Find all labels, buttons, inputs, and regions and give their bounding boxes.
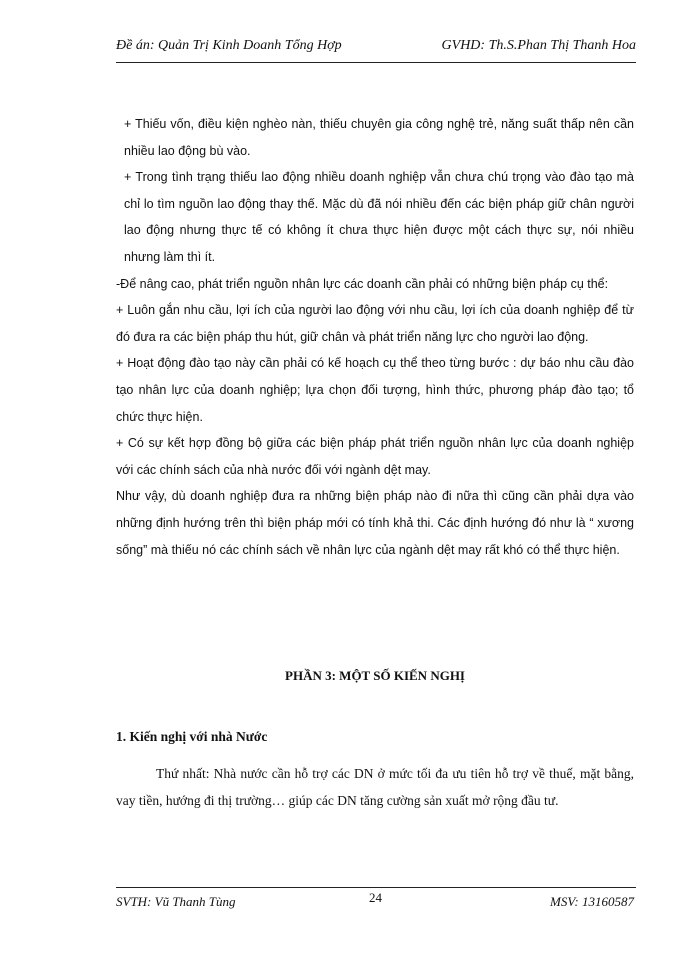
body-paragraph: + Có sự kết hợp đồng bộ giữa các biện pháp phát triển nguồn nhân lực của doanh nghiệp với các chính sách của nhà nước đối với ngành dệt may.: [116, 436, 634, 477]
header-rule: [116, 62, 636, 63]
subheading: 1. Kiến nghị với nhà Nước: [116, 729, 268, 744]
header-project-title: Đề án: Quản Trị Kinh Doanh Tổng Hợp: [116, 38, 342, 53]
footer-rule: [116, 887, 636, 888]
recommendation-paragraph: Thứ nhất: Nhà nước cần hỗ trợ các DN ở mức tối đa ưu tiên hỗ trợ về thuế, mặt bằng, vay tiền, hướng đi thị trường… giúp các DN tăng cường sản xuất mở rộng đầu tư.: [116, 766, 634, 808]
page-header: [116, 38, 636, 54]
page-number: 24: [369, 890, 382, 905]
header-supervisor: GVHD: Th.S.Phan Thị Thanh Hoa: [441, 38, 636, 53]
body-paragraph: + Hoạt động đào tạo này cần phải có kế hoạch cụ thể theo từng bước : dự báo nhu cầu đào tạo nhân lực của doanh nghiệp; lựa chọn đối tượng, hình thức, phương pháp đào tạo; tổ chức thực hiện.: [116, 356, 634, 424]
section-title: PHẦN 3: MỘT SỐ KIẾN NGHỊ: [285, 668, 465, 683]
body-paragraph: Như vậy, dù doanh nghiệp đưa ra những biện pháp nào đi nữa thì cũng cần phải dựa vào những định hướng trên thì biện pháp mới có tính khả thi. Các định hướng đó như là “ xương sống” mà thiếu nó các chính sách về nhân lực của ngành dệt may rất khó có thể thực hiện.: [116, 489, 634, 557]
footer-student: SVTH: Vũ Thanh Tùng: [116, 894, 236, 909]
body-paragraph: + Thiếu vốn, điều kiện nghèo nàn, thiếu chuyên gia công nghệ trẻ, năng suất thấp nên cần nhiều lao động bù vào.: [124, 117, 634, 158]
body-paragraph: + Luôn gắn nhu cầu, lợi ích của người lao động với nhu cầu, lợi ích của doanh nghiệp để từ đó đưa ra các biện pháp thu hút, giữ chân và phát triển năng lực cho người lao động.: [116, 303, 634, 344]
footer-student-id: MSV: 13160587: [549, 894, 634, 909]
body-text: [116, 111, 634, 563]
body-paragraph: + Trong tình trạng thiếu lao động nhiều doanh nghiệp vẫn chưa chú trọng vào đào tạo mà chỉ lo tìm nguồn lao động thay thế. Mặc dù đã nói nhiều đến các biện pháp giữ chân người lao động nhưng thực tế có không ít chưa thực hiện được một cách thực sự, nói nhiều nhưng làm thì ít.: [124, 170, 634, 264]
body-paragraph: -Để nâng cao, phát triển nguồn nhân lực các doanh cần phải có những biện pháp cụ thể:: [116, 276, 609, 291]
